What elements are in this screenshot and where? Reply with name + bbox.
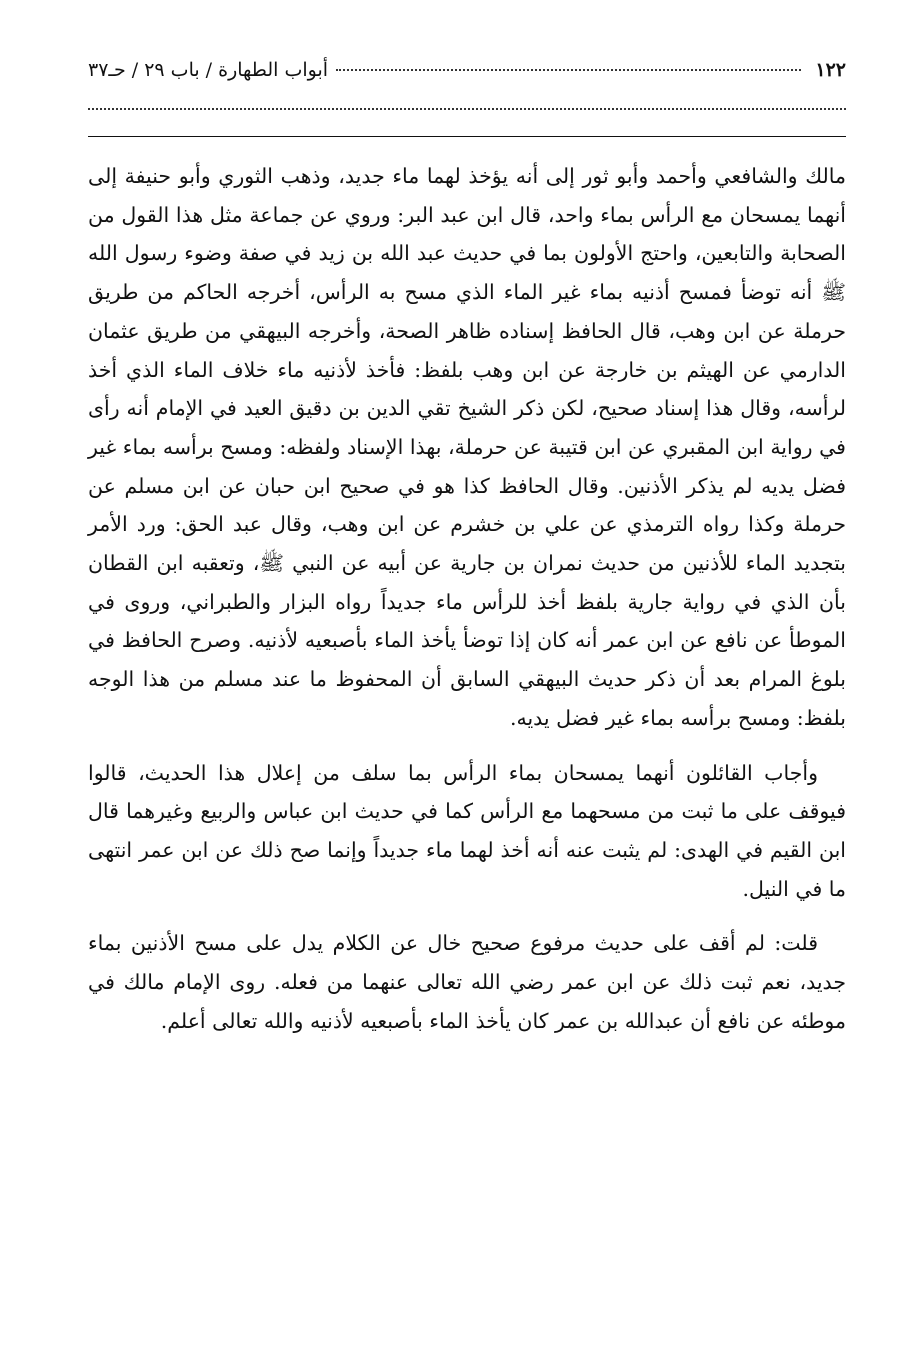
solid-divider <box>88 136 846 137</box>
dotted-divider <box>88 108 846 110</box>
running-title: أبواب الطهارة / باب ٢٩ / حـ٣٧ <box>88 59 329 81</box>
paragraph-reply: وأجاب القائلون أنهما يمسحان بماء الرأس بما سلف من إعلال هذا الحديث، قالوا فيوقف على ما ثبت من مسحهما مع الرأس كما في حديث ابن عباس والربيع وغيرهما قال ابن القيم في الهدى: لم يثبت عنه أنه أخذ لهما ماء جديداً وإنما صح ذلك عن ابن عمر انتهى ما في النيل. <box>88 760 846 901</box>
page-header <box>88 52 846 88</box>
paragraph-author-note: قلت: لم أقف على حديث مرفوع صحيح خال عن الكلام يدل على مسح الأذنين بماء جديد، نعم ثبت ذلك عن ابن عمر رضي الله تعالى عنهما من فعله. روى الإمام مالك في موطئه عن نافع أن عبدالله بن عمر كان يأخذ الماء بأصبعيه لأذنيه والله تعالى أعلم. <box>88 931 846 1033</box>
page-body <box>88 157 846 1040</box>
header-dot-leader <box>336 69 801 71</box>
page-number: ١٢٢ <box>815 59 846 81</box>
book-page <box>88 52 846 1342</box>
paragraph-main: مالك والشافعي وأحمد وأبو ثور إلى أنه يؤخذ لهما ماء جديد، وذهب الثوري وأبو حنيفة إلى أنهما يمسحان مع الرأس بماء واحد، قال ابن عبد البر: وروي عن جماعة مثل هذا القول من الصحابة والتابعين، واحتج الأولون بما في حديث عبد الله بن زيد في صفة وضوء رسول الله ﷺ أنه توضأ فمسح أذنيه بماء غير الماء الذي مسح به الرأس، أخرجه الحاكم من طريق حرملة عن ابن وهب، قال الحافظ إسناده ظاهر الصحة، وأخرجه البيهقي من طريق عثمان الدارمي عن الهيثم بن خارجة عن ابن وهب بلفظ: فأخذ لأذنيه ماء خلاف الماء الذي أخذ لرأسه، وقال هذا إسناد صحيح، لكن ذكر الشيخ تقي الدين بن دقيق العيد في الإمام أنه رأى في رواية ابن المقبري عن ابن قتيبة عن حرملة، بهذا الإسناد ولفظه: ومسح برأسه بماء غير فضل يديه لم يذكر الأذنين. وقال الحافظ كذا هو في صحيح ابن حبان عن ابن مسلم عن حرملة وكذا رواه الترمذي عن علي بن خشرم عن ابن وهب، وقال عبد الحق: ورد الأمر بتجديد الماء للأذنين من حديث نمران بن جارية عن أبيه عن النبي ﷺ، وتعقبه ابن القطان بأن الذي في رواية جارية بلفظ أخذ للرأس ماء جديداً رواه البزار والطبراني، وروى في الموطأ عن نافع عن ابن عمر أنه كان إذا توضأ يأخذ الماء بأصبعيه لأذنيه. وصرح الحافظ في بلوغ المرام بعد أن ذكر حديث البيهقي السابق أن المحفوظ ما عند مسلم من هذا الوجه بلفظ: ومسح برأسه بماء غير فضل يديه. <box>88 164 846 730</box>
